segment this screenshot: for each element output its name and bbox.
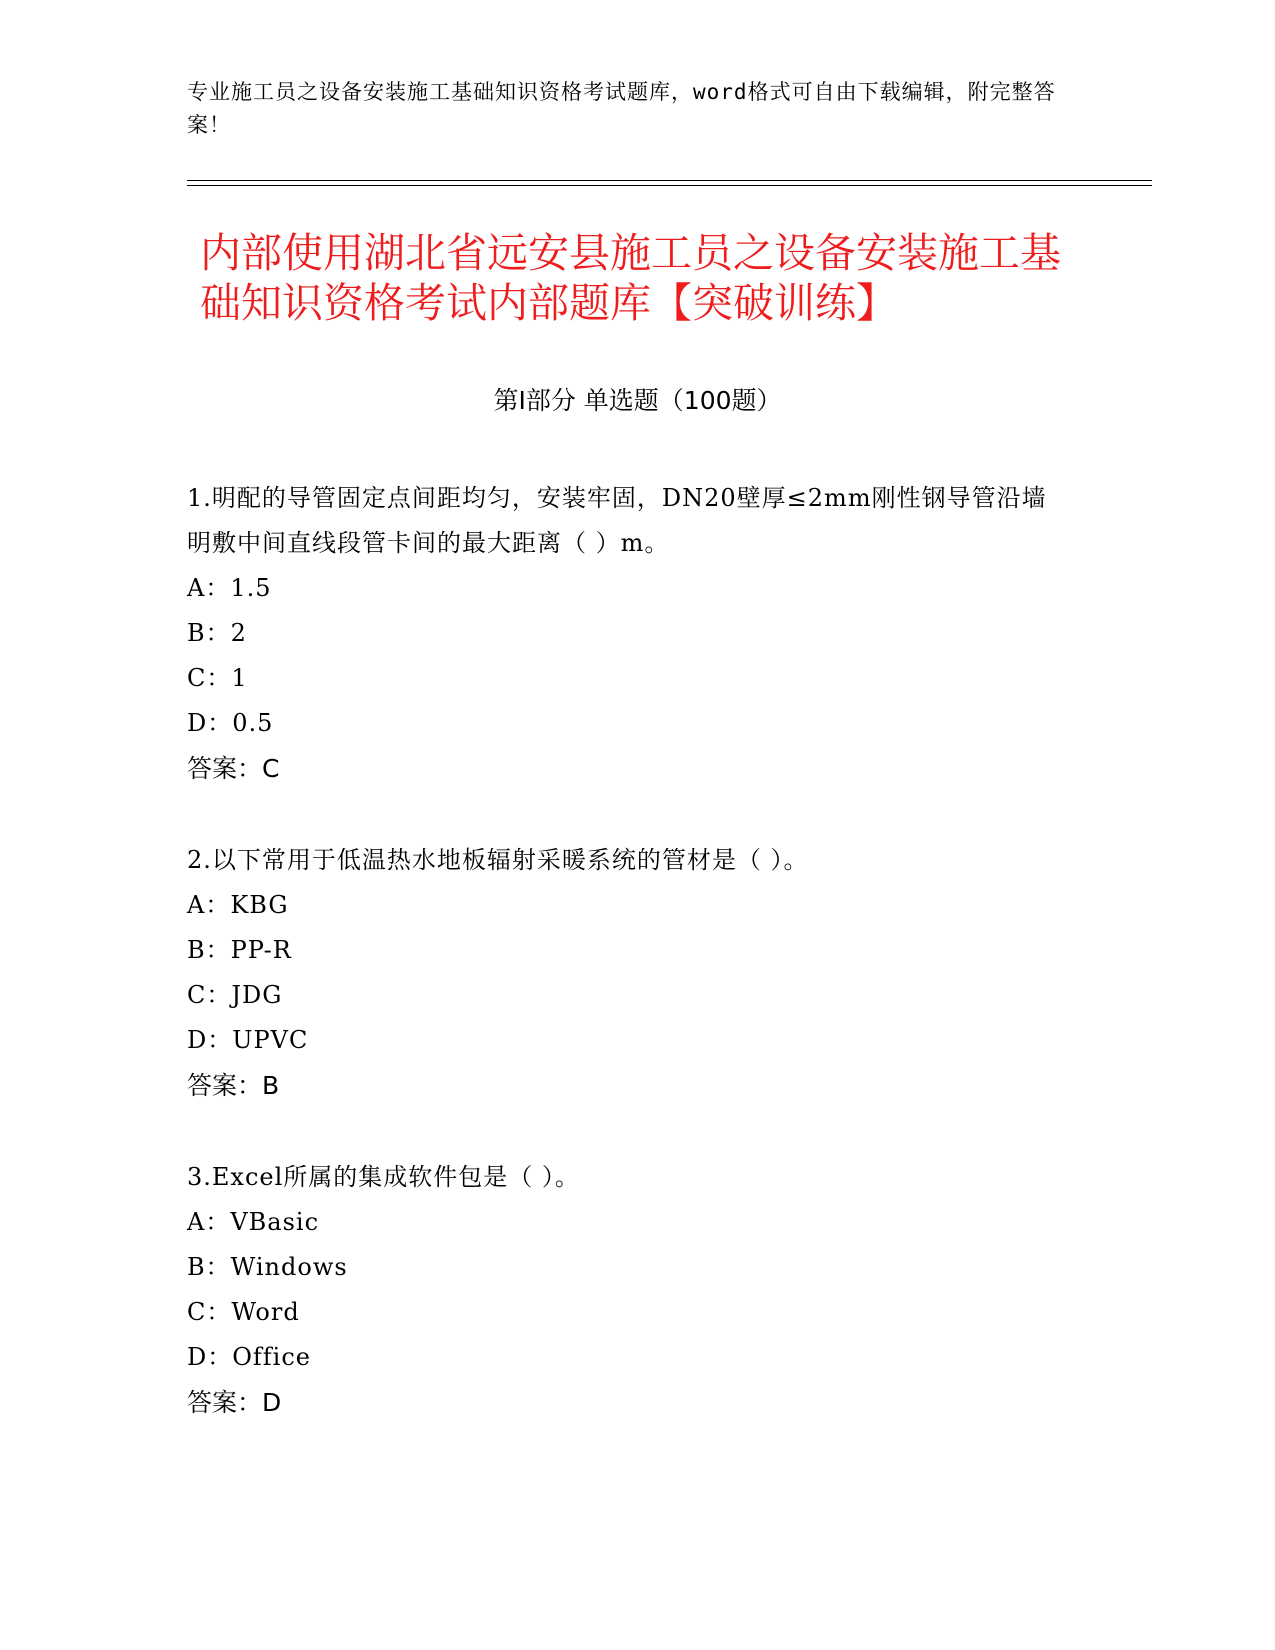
header-note: 专业施工员之设备安装施工基础知识资格考试题库，word格式可自由下载编辑，附完整答案！ (187, 80, 1056, 137)
question-stem: 3.Excel所属的集成软件包是（ ）。 (187, 1163, 580, 1191)
option-d: D：Office (187, 1343, 312, 1371)
option-a: A：KBG (187, 891, 289, 919)
option-b: B：Windows (187, 1253, 348, 1281)
question-2 (187, 838, 1067, 1108)
option-c: C：1 (187, 664, 248, 692)
question-1 (187, 476, 1067, 791)
answer-line: 答案：C (187, 754, 280, 783)
option-d: D：0.5 (187, 709, 274, 737)
header-divider-top (187, 180, 1152, 181)
answer-line: 答案：B (187, 1071, 280, 1100)
question-stem: 2.以下常用于低温热水地板辐射采暖系统的管材是（ ）。 (187, 846, 809, 874)
option-a: A：1.5 (187, 574, 272, 602)
option-b: B：2 (187, 619, 247, 647)
question-3 (187, 1155, 1067, 1425)
document-title: 内部使用湖北省远安县施工员之设备安装施工基础知识资格考试内部题库【突破训练】 (200, 229, 1061, 327)
option-a: A：VBasic (187, 1208, 320, 1236)
answer-line: 答案：D (187, 1388, 282, 1417)
option-c: C：JDG (187, 981, 283, 1009)
option-c: C：Word (187, 1298, 300, 1326)
option-b: B：PP-R (187, 936, 292, 964)
section-heading: 第Ⅰ部分 单选题（100题） (493, 386, 782, 415)
header-divider-bottom (187, 185, 1152, 186)
question-stem: 1.明配的导管固定点间距均匀，安装牢固，DN20壁厚≤2mm刚性钢导管沿墙明敷中间直线段管卡间的最大距离（ ）m。 (187, 484, 1047, 557)
option-d: D：UPVC (187, 1026, 309, 1054)
